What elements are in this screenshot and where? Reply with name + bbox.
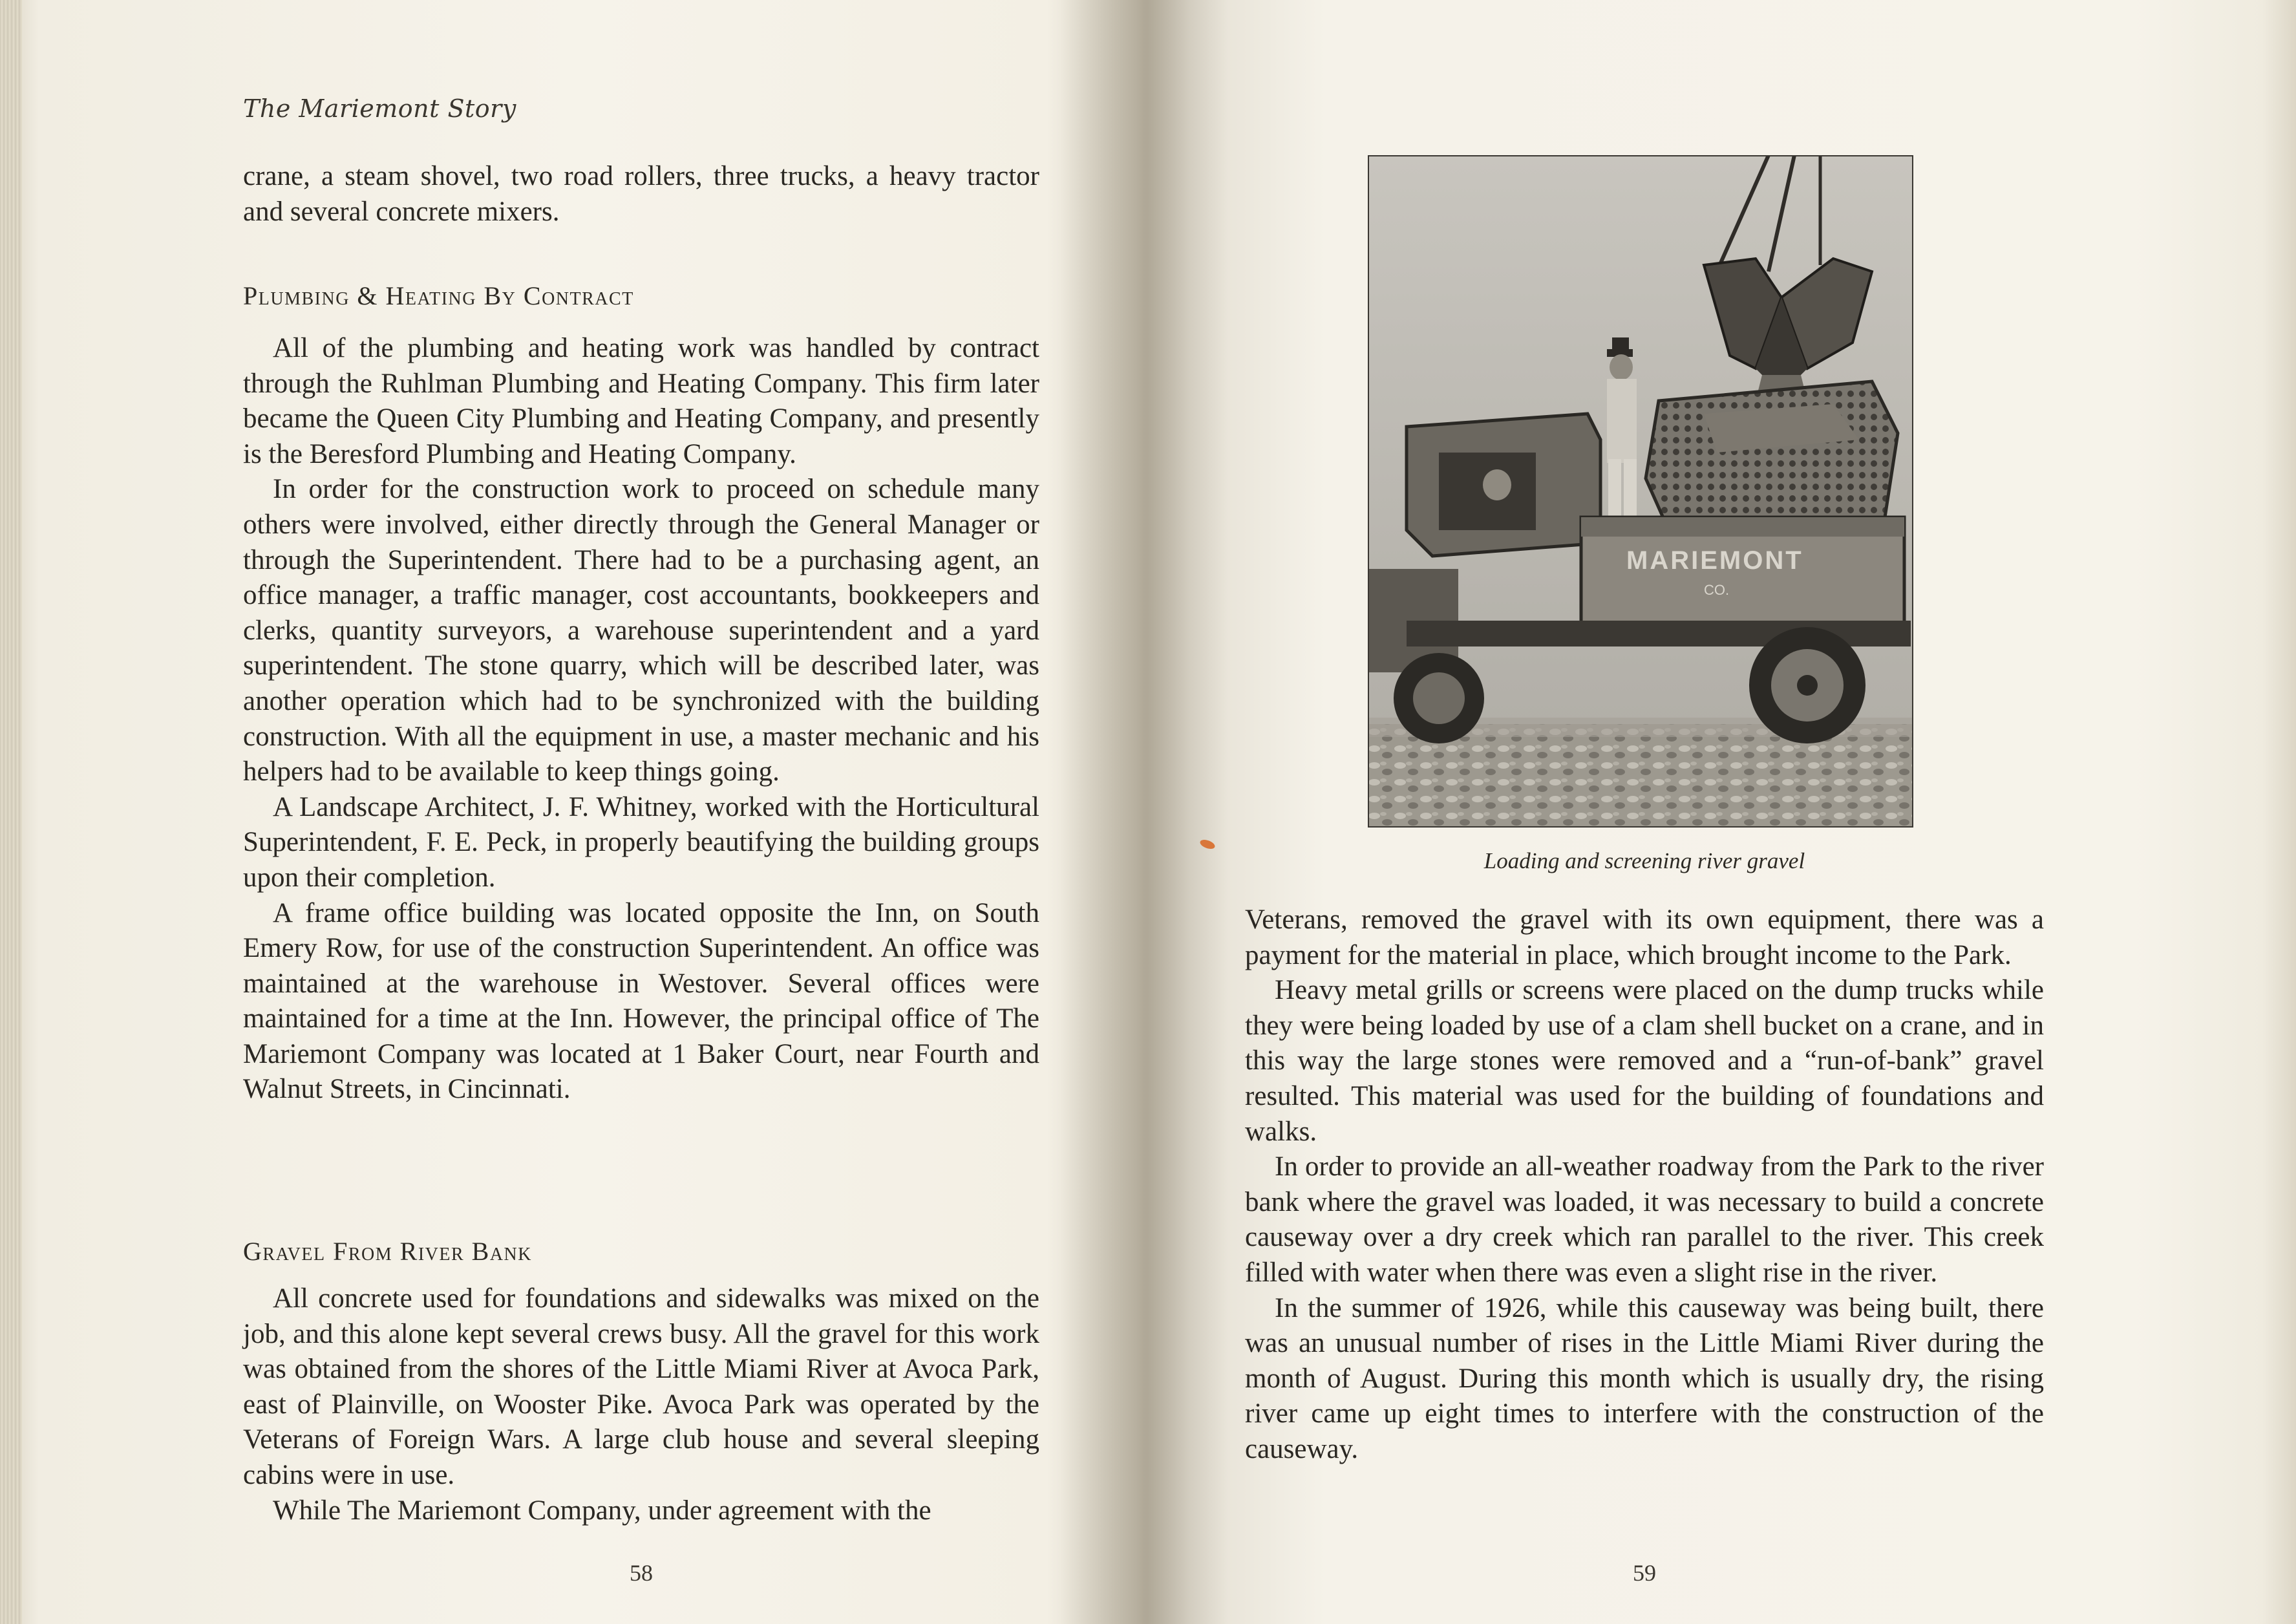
section-plumbing-body xyxy=(243,331,1039,1107)
paragraph: All of the plumbing and heating work was handled by contract through the Ruhlman Plumbing and Heating Company. This firm later became the Queen City Plumbing and Heating Company, and presently is the Beresford Plumbing and Heating Company. xyxy=(243,333,1039,469)
gutter-shadow xyxy=(1060,0,1228,1624)
photo-illustration xyxy=(1368,155,1913,828)
paragraph: Heavy metal grills or screens were placed on the dump trucks while they were being loaded by use of a clam shell bucket on a crane, and in this way the large stones were removed and a “run-of-bank” gravel resulted. This material was used for the building of foundations and walks. xyxy=(1245,975,2044,1147)
intro-paragraph: crane, a steam shovel, two road rollers, three trucks, a heavy tractor and several concrete mixers. xyxy=(243,161,1039,227)
page-number-right: 59 xyxy=(1633,1560,1656,1586)
paragraph: While The Mariemont Company, under agreement with the xyxy=(273,1495,931,1526)
right-page xyxy=(1245,0,2044,1624)
paragraph: A frame office building was located opposite the Inn, on South Emery Row, for use of the construction Superintendent. An office was maintained at the warehouse in Westover. Several offices were maintained for a time at the Inn. However, the principal office of The Mariemont Company was located at 1 Baker Court, near Fourth and Walnut Streets, in Cincinnati. xyxy=(243,897,1039,1105)
section-gravel-body xyxy=(243,1281,1039,1528)
left-page xyxy=(243,0,1039,1624)
page-number-left: 58 xyxy=(630,1560,653,1586)
intro-text xyxy=(243,159,1039,230)
paragraph: All concrete used for foundations and sidewalks was mixed on the job, and this alone kept several crews busy. All the gravel for this work was obtained from the shores of the Little Miami River at Avoca Park, east of Plainville, on Wooster Pike. Avoca Park was operated by the Veterans of Foreign Wars. A large club house and several sleeping cabins were in use. xyxy=(243,1283,1039,1490)
right-page-body xyxy=(1245,903,2044,1468)
page-stack-edge xyxy=(0,0,22,1624)
photo-caption: Loading and screening river gravel xyxy=(1483,848,1805,873)
truck-lettering-small: CO. xyxy=(1704,582,1730,598)
running-head: The Mariemont Story xyxy=(243,94,516,123)
section-heading-gravel: Gravel From River Bank xyxy=(243,1237,532,1266)
gravel-truck-photo xyxy=(1368,155,1913,828)
truck-lettering: MARIEMONT xyxy=(1626,546,1803,575)
paragraph: In order for the construction work to proceed on schedule many others were involved, either directly through the General Manager or through the Superintendent. There had to be a purchasing agent, an office manager, a traffic manager, cost accountants, bookkeepers and clerks, quantity surveyors, a warehouse superintendent and a yard superintendent. The stone quarry, which will be described later, was another operation which had to be synchronized with the building construction. With all the equipment in use, a master mechanic and his helpers had to be available to keep things going. xyxy=(243,474,1039,787)
paragraph: In order to provide an all-weather roadway from the Park to the river bank where the gravel was loaded, it was necessary to build a concrete causeway over a dry creek which ran parallel to the river. This creek filled with water when there was even a slight rise in the river. xyxy=(1245,1151,2044,1288)
paragraph: Veterans, removed the gravel with its own equipment, there was a payment for the material in place, which brought income to the Park. xyxy=(1245,904,2044,970)
section-heading-plumbing: Plumbing & Heating By Contract xyxy=(243,281,634,310)
paragraph: In the summer of 1926, while this causeway was being built, there was an unusual number of rises in the Little Miami River during the month of August. During this month which is usually dry, the rising river came up eight times to interfere with the construction of the causeway. xyxy=(1245,1292,2044,1464)
paragraph: A Landscape Architect, J. F. Whitney, worked with the Horticultural Superintendent, F. E. Peck, in properly beautifying the building groups upon their completion. xyxy=(243,791,1039,893)
